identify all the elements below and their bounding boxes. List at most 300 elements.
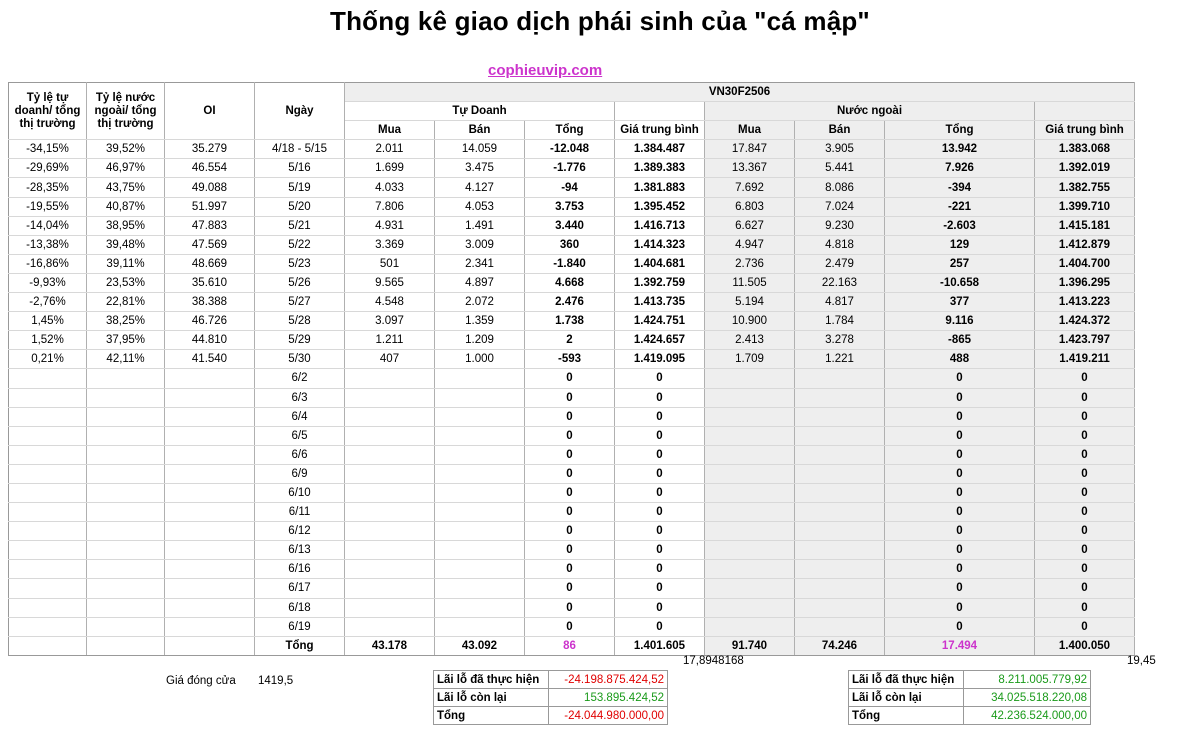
cell-foreign-avg: 0 [1035, 579, 1135, 598]
cell-foreign-net: 0 [885, 369, 1035, 388]
pnl-row [434, 689, 668, 707]
cell-oi: 35.279 [165, 140, 255, 159]
cell-date: 6/6 [255, 445, 345, 464]
cell-foreign-sell [795, 541, 885, 560]
cell-foreign-buy: 1.709 [705, 350, 795, 369]
pnl-value: 153.895.424,52 [549, 689, 668, 707]
cell-ratio-foreign: 38,25% [87, 312, 165, 331]
cell-self-net: 4.668 [525, 273, 615, 292]
cell-foreign-net: 0 [885, 541, 1035, 560]
cell-self-sell: 3.009 [435, 235, 525, 254]
cell-oi [165, 464, 255, 483]
cell-self-avg: 0 [615, 579, 705, 598]
cell-self-buy [345, 503, 435, 522]
cell-foreign-net: 0 [885, 598, 1035, 617]
cell-ratio-self [9, 541, 87, 560]
cell-self-sell [435, 560, 525, 579]
cell-date: 6/4 [255, 407, 345, 426]
cell-foreign-avg: 1.382.755 [1035, 178, 1135, 197]
cell-self-net: 0 [525, 445, 615, 464]
cell-self-sell [435, 598, 525, 617]
total-self-sell: 43.092 [435, 636, 525, 655]
pnl-value: -24.044.980.000,00 [549, 707, 668, 725]
cell-foreign-net: 0 [885, 503, 1035, 522]
table-row [9, 426, 1135, 445]
cell-ratio-self [9, 388, 87, 407]
cell-foreign-avg: 1.399.710 [1035, 197, 1135, 216]
pnl-label: Lãi lỗ đã thực hiện [434, 671, 549, 689]
cell-self-buy: 407 [345, 350, 435, 369]
cell-self-net: 1.738 [525, 312, 615, 331]
cell-ratio-foreign [87, 445, 165, 464]
cell-self-sell [435, 483, 525, 502]
cell-date: 5/27 [255, 293, 345, 312]
cell-self-buy [345, 560, 435, 579]
cell-self-avg: 0 [615, 426, 705, 445]
table-row [9, 598, 1135, 617]
cell-ratio-self: 1,45% [9, 312, 87, 331]
cell-self-sell: 4.897 [435, 273, 525, 292]
cell-self-avg: 1.424.751 [615, 312, 705, 331]
cell-self-sell [435, 522, 525, 541]
cell-foreign-sell [795, 445, 885, 464]
cell-ratio-self: -34,15% [9, 140, 87, 159]
cell-oi [165, 407, 255, 426]
cell-foreign-sell [795, 464, 885, 483]
cell-foreign-buy: 17.847 [705, 140, 795, 159]
cell-self-sell: 4.127 [435, 178, 525, 197]
trading-table [8, 82, 1135, 656]
total-self-buy: 43.178 [345, 636, 435, 655]
cell-foreign-sell [795, 483, 885, 502]
header-self-buy: Mua [345, 121, 435, 140]
cell-ratio-foreign: 40,87% [87, 197, 165, 216]
cell-foreign-avg: 0 [1035, 407, 1135, 426]
cell-foreign-buy [705, 407, 795, 426]
cell-date: 5/21 [255, 216, 345, 235]
cell-oi [165, 426, 255, 445]
table-row [9, 312, 1135, 331]
cell-self-buy [345, 483, 435, 502]
cell-self-net: -1.776 [525, 159, 615, 178]
table-row [9, 159, 1135, 178]
total-self-avg: 1.401.605 [615, 636, 705, 655]
cell-self-avg: 0 [615, 483, 705, 502]
cell-ratio-self: -2,76% [9, 293, 87, 312]
cell-self-sell [435, 407, 525, 426]
header-foreign: Nước ngoài [705, 102, 1035, 121]
cell-self-buy [345, 541, 435, 560]
cell-self-net: 0 [525, 369, 615, 388]
cell-ratio-foreign: 39,48% [87, 235, 165, 254]
foreign-extra-value: 19,45 [1127, 655, 1156, 667]
cell-oi: 47.569 [165, 235, 255, 254]
cell-oi [165, 617, 255, 636]
cell-self-sell: 1.000 [435, 350, 525, 369]
cell-oi: 49.088 [165, 178, 255, 197]
cell-foreign-sell [795, 522, 885, 541]
cell-self-sell [435, 369, 525, 388]
cell-foreign-buy: 6.627 [705, 216, 795, 235]
cell-self-net: 0 [525, 464, 615, 483]
table-row [9, 617, 1135, 636]
cell-self-sell: 3.475 [435, 159, 525, 178]
pnl-row [849, 671, 1091, 689]
total-self-net: 86 [525, 636, 615, 655]
pnl-value: 8.211.005.779,92 [964, 671, 1091, 689]
cell-self-buy [345, 369, 435, 388]
cell-ratio-foreign: 46,97% [87, 159, 165, 178]
cell-foreign-avg: 0 [1035, 541, 1135, 560]
pnl-row [849, 689, 1091, 707]
cell-foreign-sell [795, 560, 885, 579]
table-row [9, 522, 1135, 541]
cell-ratio-foreign [87, 483, 165, 502]
cell-date: 5/29 [255, 331, 345, 350]
cell-oi [165, 579, 255, 598]
cell-self-avg: 1.413.735 [615, 293, 705, 312]
cell-ratio-foreign [87, 541, 165, 560]
cell-foreign-buy [705, 483, 795, 502]
cell-foreign-buy [705, 598, 795, 617]
close-price-value: 1419,5 [258, 675, 294, 687]
cell-self-net: 3.753 [525, 197, 615, 216]
cell-foreign-avg: 0 [1035, 388, 1135, 407]
cell-foreign-avg: 1.412.879 [1035, 235, 1135, 254]
pnl-foreign-table [848, 670, 1091, 725]
cell-ratio-foreign: 22,81% [87, 293, 165, 312]
cell-self-sell [435, 445, 525, 464]
cell-ratio-foreign [87, 598, 165, 617]
cell-self-net: 0 [525, 617, 615, 636]
cell-self-buy: 3.369 [345, 235, 435, 254]
cell-ratio-self [9, 503, 87, 522]
header-self-trading: Tự Doanh [345, 102, 615, 121]
cell-self-sell [435, 617, 525, 636]
cell-foreign-net: -2.603 [885, 216, 1035, 235]
cell-foreign-sell [795, 598, 885, 617]
cell-foreign-avg: 1.383.068 [1035, 140, 1135, 159]
cell-self-avg: 0 [615, 369, 705, 388]
cell-foreign-sell [795, 407, 885, 426]
table-row [9, 407, 1135, 426]
cell-foreign-avg: 0 [1035, 369, 1135, 388]
cell-foreign-net: 0 [885, 464, 1035, 483]
table-row [9, 445, 1135, 464]
cell-self-buy: 1.211 [345, 331, 435, 350]
cell-foreign-net: 0 [885, 579, 1035, 598]
cell-ratio-self: -29,69% [9, 159, 87, 178]
header-oi: OI [165, 83, 255, 140]
cell-foreign-sell: 5.441 [795, 159, 885, 178]
cell-ratio-foreign [87, 464, 165, 483]
cell-self-avg: 1.384.487 [615, 140, 705, 159]
cell-ratio-self [9, 560, 87, 579]
cell-self-sell: 2.341 [435, 254, 525, 273]
cell-date: 6/11 [255, 503, 345, 522]
cell-self-sell [435, 541, 525, 560]
cell-date: 5/26 [255, 273, 345, 292]
cell-self-buy: 4.931 [345, 216, 435, 235]
cell-date: 6/9 [255, 464, 345, 483]
cell-date: 6/17 [255, 579, 345, 598]
cell-self-sell [435, 426, 525, 445]
cell-foreign-net: 7.926 [885, 159, 1035, 178]
table-row [9, 140, 1135, 159]
cell-ratio-self: -28,35% [9, 178, 87, 197]
cell-ratio-self [9, 522, 87, 541]
table-row [9, 197, 1135, 216]
cell-self-net: 2 [525, 331, 615, 350]
cell-ratio-self [9, 407, 87, 426]
cell-ratio-self [9, 483, 87, 502]
cell-self-avg: 0 [615, 388, 705, 407]
table-row [9, 483, 1135, 502]
cell-foreign-sell [795, 388, 885, 407]
table-row [9, 541, 1135, 560]
cell-ratio-self: -16,86% [9, 254, 87, 273]
cell-oi [165, 560, 255, 579]
table-row [9, 331, 1135, 350]
cell-foreign-buy [705, 426, 795, 445]
cell-foreign-buy [705, 388, 795, 407]
cell-ratio-foreign [87, 426, 165, 445]
total-foreign-sell: 74.246 [795, 636, 885, 655]
table-row [9, 216, 1135, 235]
cell-self-buy: 2.011 [345, 140, 435, 159]
cell-foreign-buy: 6.803 [705, 197, 795, 216]
cell-foreign-buy [705, 560, 795, 579]
table-row [9, 579, 1135, 598]
cell-date: 6/2 [255, 369, 345, 388]
cell-date: 5/19 [255, 178, 345, 197]
cell-foreign-sell [795, 617, 885, 636]
cell-oi [165, 522, 255, 541]
cell-date: 5/23 [255, 254, 345, 273]
cell-self-buy [345, 388, 435, 407]
cell-ratio-self [9, 598, 87, 617]
self-extra-value: 17,8948168 [683, 655, 744, 667]
cell-self-avg: 1.416.713 [615, 216, 705, 235]
cell-ratio-foreign [87, 579, 165, 598]
pnl-row [434, 671, 668, 689]
cell-foreign-sell: 1.784 [795, 312, 885, 331]
cell-ratio-self [9, 617, 87, 636]
cell-self-buy: 9.565 [345, 273, 435, 292]
close-price-label: Giá đóng cửa [166, 675, 236, 687]
table-row [9, 273, 1135, 292]
cell-foreign-avg: 0 [1035, 464, 1135, 483]
cell-self-net: -593 [525, 350, 615, 369]
cell-foreign-avg: 1.404.700 [1035, 254, 1135, 273]
cell-self-buy: 501 [345, 254, 435, 273]
pnl-row [849, 707, 1091, 725]
cell-foreign-avg: 0 [1035, 426, 1135, 445]
cell-oi [165, 598, 255, 617]
cell-foreign-sell: 9.230 [795, 216, 885, 235]
cell-foreign-buy: 2.736 [705, 254, 795, 273]
cell-ratio-foreign: 23,53% [87, 273, 165, 292]
cell-oi: 51.997 [165, 197, 255, 216]
cell-foreign-sell: 8.086 [795, 178, 885, 197]
header-ratio-foreign: Tỷ lệ nước ngoài/ tổng thị trường [87, 83, 165, 140]
cell-self-net: 0 [525, 388, 615, 407]
cell-self-avg: 0 [615, 522, 705, 541]
cell-self-net: 0 [525, 598, 615, 617]
cell-self-sell: 14.059 [435, 140, 525, 159]
cell-foreign-net: 0 [885, 560, 1035, 579]
pnl-value: -24.198.875.424,52 [549, 671, 668, 689]
cell-foreign-buy: 5.194 [705, 293, 795, 312]
cell-foreign-net: 13.942 [885, 140, 1035, 159]
header-self-sell: Bán [435, 121, 525, 140]
cell-foreign-sell: 3.278 [795, 331, 885, 350]
cell-self-net: -94 [525, 178, 615, 197]
cell-date: 4/18 - 5/15 [255, 140, 345, 159]
table-row [9, 293, 1135, 312]
cell-foreign-buy [705, 369, 795, 388]
cell-oi [165, 503, 255, 522]
cell-foreign-avg: 1.392.019 [1035, 159, 1135, 178]
cell-foreign-net: -10.658 [885, 273, 1035, 292]
cell-self-avg: 1.395.452 [615, 197, 705, 216]
cell-ratio-self [9, 426, 87, 445]
cell-foreign-buy [705, 445, 795, 464]
cell-self-avg: 0 [615, 407, 705, 426]
cell-foreign-sell: 22.163 [795, 273, 885, 292]
cell-date: 5/20 [255, 197, 345, 216]
cell-oi: 46.554 [165, 159, 255, 178]
cell-self-sell: 2.072 [435, 293, 525, 312]
cell-ratio-foreign: 39,52% [87, 140, 165, 159]
cell-self-net: 0 [525, 503, 615, 522]
cell-foreign-buy [705, 464, 795, 483]
cell-date: 5/30 [255, 350, 345, 369]
header-date: Ngày [255, 83, 345, 140]
cell-foreign-avg: 0 [1035, 522, 1135, 541]
cell-oi: 44.810 [165, 331, 255, 350]
cell-date: 6/18 [255, 598, 345, 617]
cell-oi: 48.669 [165, 254, 255, 273]
cell-ratio-foreign: 42,11% [87, 350, 165, 369]
header-self-avg: Giá trung bình [615, 121, 705, 140]
cell-foreign-net: 0 [885, 407, 1035, 426]
cell-self-net: 0 [525, 541, 615, 560]
cell-ratio-foreign: 43,75% [87, 178, 165, 197]
cell-ratio-self [9, 464, 87, 483]
cell-self-net: 3.440 [525, 216, 615, 235]
cell-oi [165, 541, 255, 560]
cell-self-buy: 1.699 [345, 159, 435, 178]
cell-foreign-net: 129 [885, 235, 1035, 254]
cell-oi: 46.726 [165, 312, 255, 331]
cell-ratio-foreign [87, 407, 165, 426]
site-link[interactable]: cophieuvip.com [488, 62, 603, 79]
cell-date: 6/3 [255, 388, 345, 407]
cell-ratio-self: -9,93% [9, 273, 87, 292]
header-ratio-self: Tỷ lệ tự doanh/ tổng thị trường [9, 83, 87, 140]
cell-oi [165, 483, 255, 502]
cell-foreign-sell: 7.024 [795, 197, 885, 216]
cell-date: 5/22 [255, 235, 345, 254]
cell-foreign-net: -221 [885, 197, 1035, 216]
cell-foreign-sell [795, 369, 885, 388]
cell-foreign-sell [795, 426, 885, 445]
table-row [9, 560, 1135, 579]
cell-oi: 41.540 [165, 350, 255, 369]
table-row [9, 503, 1135, 522]
cell-self-sell: 4.053 [435, 197, 525, 216]
cell-date: 6/12 [255, 522, 345, 541]
cell-foreign-avg: 1.396.295 [1035, 273, 1135, 292]
cell-foreign-buy: 11.505 [705, 273, 795, 292]
cell-foreign-buy [705, 579, 795, 598]
cell-foreign-avg: 1.424.372 [1035, 312, 1135, 331]
cell-foreign-net: 0 [885, 388, 1035, 407]
cell-self-buy [345, 579, 435, 598]
cell-oi: 35.610 [165, 273, 255, 292]
cell-foreign-avg: 0 [1035, 598, 1135, 617]
cell-foreign-buy: 13.367 [705, 159, 795, 178]
cell-self-buy: 4.548 [345, 293, 435, 312]
cell-self-sell [435, 579, 525, 598]
cell-self-net: 0 [525, 426, 615, 445]
cell-foreign-avg: 1.413.223 [1035, 293, 1135, 312]
cell-self-net: 360 [525, 235, 615, 254]
cell-self-sell [435, 464, 525, 483]
cell-self-buy: 7.806 [345, 197, 435, 216]
cell-foreign-buy [705, 617, 795, 636]
cell-self-avg: 0 [615, 598, 705, 617]
cell-oi [165, 445, 255, 464]
cell-ratio-self [9, 579, 87, 598]
total-foreign-net: 17.494 [885, 636, 1035, 655]
cell-self-buy [345, 598, 435, 617]
cell-self-buy: 4.033 [345, 178, 435, 197]
table-row [9, 178, 1135, 197]
cell-foreign-buy [705, 522, 795, 541]
cell-self-avg: 0 [615, 503, 705, 522]
cell-ratio-self: -19,55% [9, 197, 87, 216]
cell-foreign-avg: 1.415.181 [1035, 216, 1135, 235]
cell-foreign-sell: 3.905 [795, 140, 885, 159]
cell-ratio-foreign: 38,95% [87, 216, 165, 235]
cell-foreign-net: 0 [885, 483, 1035, 502]
header-contract: VN30F2506 [345, 83, 1135, 102]
cell-ratio-foreign [87, 369, 165, 388]
pnl-label: Lãi lỗ đã thực hiện [849, 671, 964, 689]
header-foreign-avg: Giá trung bình [1035, 121, 1135, 140]
cell-foreign-avg: 1.423.797 [1035, 331, 1135, 350]
cell-self-sell: 1.491 [435, 216, 525, 235]
cell-foreign-sell [795, 503, 885, 522]
cell-foreign-buy: 7.692 [705, 178, 795, 197]
cell-self-buy [345, 426, 435, 445]
pnl-label: Lãi lỗ còn lại [849, 689, 964, 707]
cell-ratio-self: 1,52% [9, 331, 87, 350]
cell-ratio-foreign [87, 522, 165, 541]
cell-ratio-foreign [87, 560, 165, 579]
cell-self-net: -1.840 [525, 254, 615, 273]
cell-ratio-self [9, 369, 87, 388]
cell-foreign-net: 0 [885, 445, 1035, 464]
cell-self-buy: 3.097 [345, 312, 435, 331]
cell-self-buy [345, 445, 435, 464]
cell-date: 5/28 [255, 312, 345, 331]
cell-foreign-avg: 0 [1035, 503, 1135, 522]
cell-ratio-foreign [87, 503, 165, 522]
cell-foreign-buy: 2.413 [705, 331, 795, 350]
